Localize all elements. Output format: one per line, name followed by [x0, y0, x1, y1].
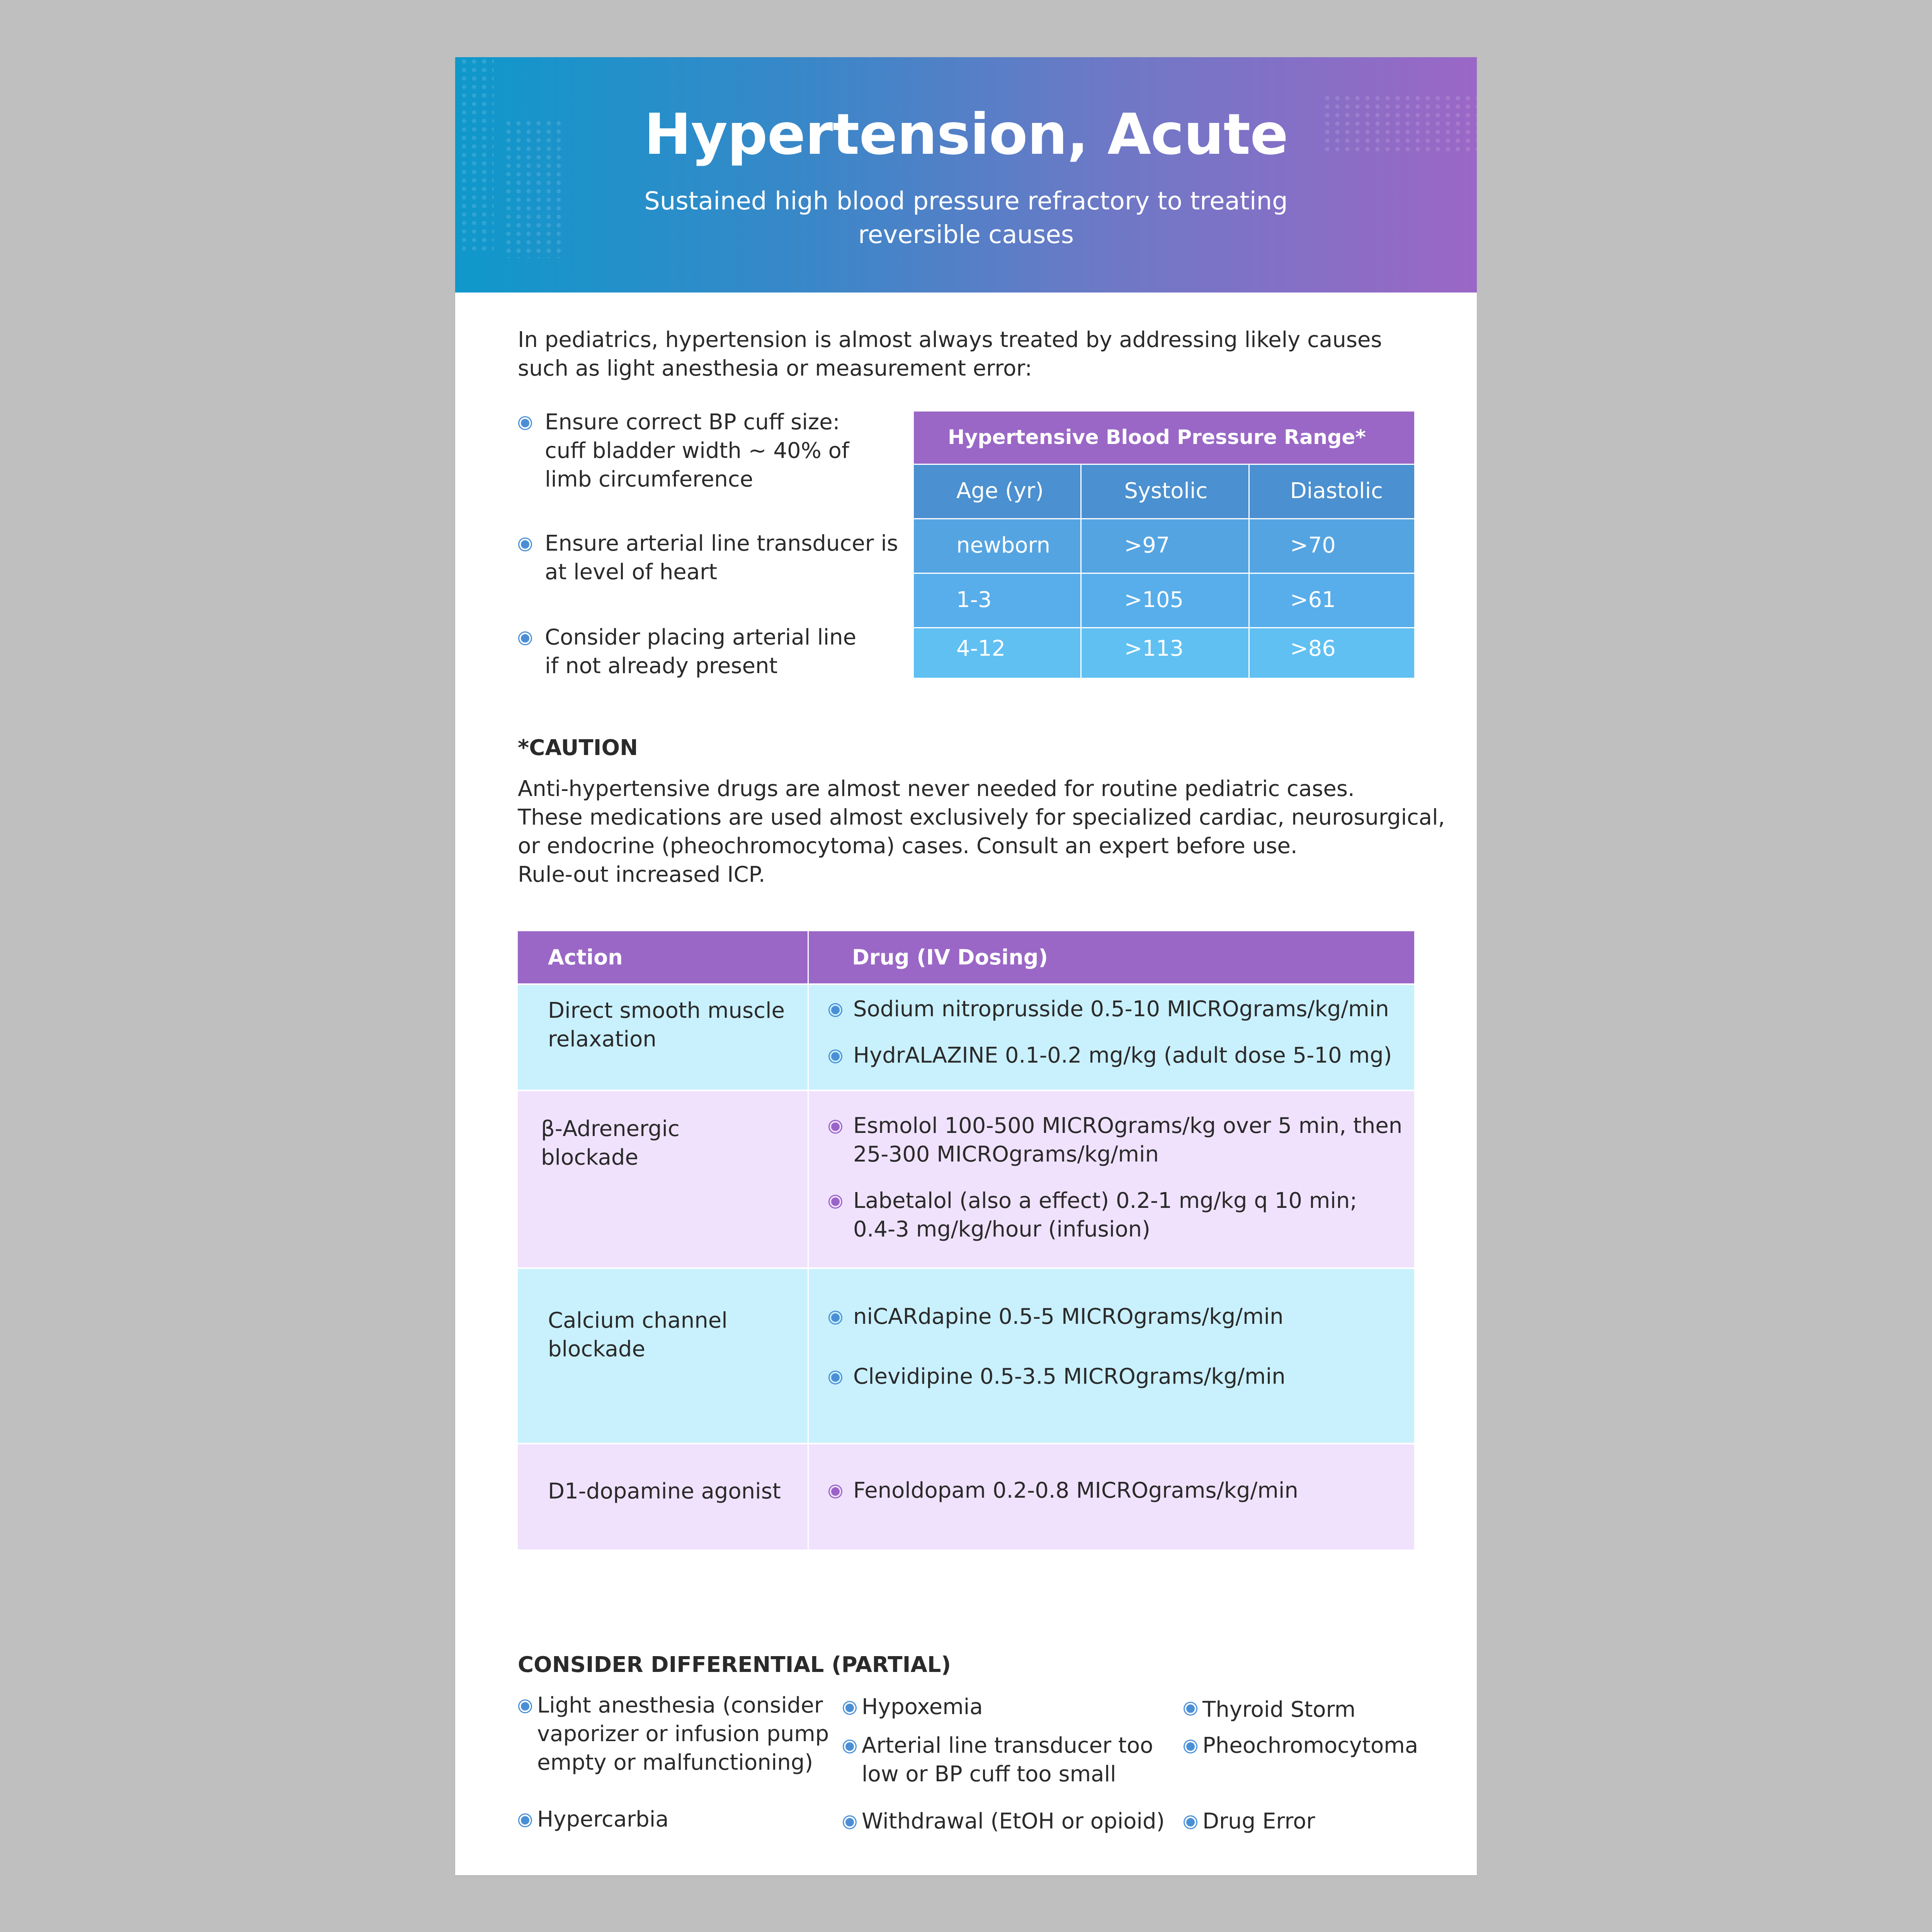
- column-header-diastolic: Diastolic: [1248, 465, 1414, 518]
- drug-cell: [809, 1444, 1414, 1549]
- age-cell: newborn: [956, 533, 1051, 558]
- systolic-cell: >113: [1080, 628, 1248, 678]
- action-cell: [518, 985, 809, 1090]
- check-line: Ensure correct BP cuff size:: [545, 410, 840, 435]
- bullet-icon: [1186, 1818, 1195, 1827]
- bullet-icon: [845, 1704, 854, 1712]
- bp-table-title: Hypertensive Blood Pressure Range*: [914, 412, 1414, 464]
- bullet-icon: [831, 1006, 840, 1014]
- age-cell: 4-12: [956, 636, 1006, 661]
- action-cell: [518, 1091, 809, 1267]
- differential-item: Pheochromocytoma: [1202, 1733, 1418, 1758]
- action-line: blockade: [548, 1337, 645, 1362]
- differential-item: [862, 1731, 1153, 1789]
- bullet-icon: [831, 1313, 840, 1322]
- subtitle-line: reversible causes: [858, 221, 1074, 249]
- caution-text: [518, 775, 1445, 889]
- action-label: [548, 1306, 728, 1364]
- systolic-cell: >97: [1080, 519, 1248, 573]
- intro-text: [518, 326, 1382, 383]
- protocol-page: [455, 57, 1477, 1875]
- table-row: [518, 1090, 1414, 1267]
- bullet-icon: [521, 419, 529, 427]
- bullet-icon: [831, 1197, 840, 1206]
- bullet-icon: [831, 1487, 840, 1496]
- check-item: [545, 408, 849, 494]
- diastolic-cell: >70: [1248, 519, 1414, 573]
- column-header-drug: Drug (IV Dosing): [852, 945, 1048, 969]
- drug-cell: [809, 985, 1414, 1090]
- drug-item: [853, 1187, 1357, 1244]
- column-header-systolic: Systolic: [1080, 465, 1248, 518]
- differential-line: low or BP cuff too small: [862, 1762, 1116, 1787]
- differential-heading: CONSIDER DIFFERENTIAL (PARTIAL): [518, 1652, 951, 1677]
- drug-item: Fenoldopam 0.2-0.8 MICROgrams/kg/min: [853, 1478, 1298, 1503]
- differential-item: [537, 1691, 829, 1777]
- subtitle-line: Sustained high blood pressure refractory to treating: [644, 187, 1288, 216]
- check-line: limb circumference: [545, 467, 753, 492]
- differential-item: Hypoxemia: [862, 1694, 983, 1719]
- drug-cell: [809, 1091, 1414, 1267]
- differential-line: Arterial line transducer too: [862, 1733, 1153, 1758]
- action-label: [548, 997, 785, 1054]
- bullet-icon: [831, 1373, 840, 1382]
- check-line: cuff bladder width ~ 40% of: [545, 438, 849, 463]
- action-line: blockade: [541, 1145, 638, 1170]
- systolic-cell: >105: [1080, 574, 1248, 627]
- caution-line: These medications are used almost exclusively for specialized cardiac, neurosurgical,: [518, 805, 1445, 830]
- differential-line: vaporizer or infusion pump: [537, 1721, 829, 1747]
- bp-range-table: [914, 412, 1414, 678]
- bullet-icon: [521, 1702, 529, 1711]
- bullet-icon: [845, 1742, 854, 1751]
- check-line: Ensure arterial line transducer is: [545, 531, 898, 556]
- check-line: Consider placing arterial line: [545, 625, 857, 650]
- table-row: [914, 573, 1414, 627]
- bullet-icon: [845, 1818, 854, 1827]
- check-item: [545, 529, 898, 587]
- bullet-icon: [831, 1052, 840, 1061]
- action-cell: [518, 1269, 809, 1443]
- differential-item: Drug Error: [1202, 1809, 1315, 1834]
- drug-cell: [809, 1269, 1414, 1443]
- page-title: Hypertension, Acute: [644, 102, 1288, 167]
- table-row: [518, 1443, 1414, 1549]
- differential-line: empty or malfunctioning): [537, 1750, 813, 1775]
- drug-table-header: [518, 931, 1414, 983]
- differential-item: Thyroid Storm: [1202, 1697, 1356, 1722]
- bullet-icon: [521, 1816, 529, 1825]
- drug-item: Clevidipine 0.5-3.5 MICROgrams/kg/min: [853, 1364, 1286, 1389]
- action-cell: [518, 1444, 809, 1549]
- check-line: if not already present: [545, 653, 778, 679]
- bullet-icon: [1186, 1704, 1195, 1713]
- diastolic-cell: >61: [1248, 574, 1414, 627]
- caution-heading: *CAUTION: [518, 735, 638, 760]
- caution-line: Anti-hypertensive drugs are almost never needed for routine pediatric cases.: [518, 776, 1355, 801]
- table-row: [914, 627, 1414, 678]
- drug-line: Esmolol 100-500 MICROgrams/kg over 5 min, then: [853, 1113, 1403, 1138]
- table-row: [914, 518, 1414, 573]
- action-label: D1-dopamine agonist: [548, 1479, 781, 1504]
- bullet-icon: [521, 634, 529, 643]
- action-line: β-Adrenergic: [541, 1116, 680, 1141]
- column-header-action: Action: [518, 931, 809, 983]
- page-header: [455, 57, 1477, 293]
- check-line: at level of heart: [545, 560, 718, 585]
- action-line: relaxation: [548, 1027, 656, 1052]
- intro-line: such as light anesthesia or measurement error:: [518, 356, 1032, 381]
- diastolic-cell: >86: [1248, 628, 1414, 678]
- drug-dosing-table: [518, 931, 1414, 1549]
- action-line: Direct smooth muscle: [548, 998, 785, 1023]
- drug-line: 0.4-3 mg/kg/hour (infusion): [853, 1217, 1151, 1242]
- page-subtitle: [455, 185, 1477, 252]
- differential-item: Withdrawal (EtOH or opioid): [862, 1809, 1165, 1834]
- drug-item: [853, 1112, 1402, 1169]
- drug-line: Labetalol (also a effect) 0.2-1 mg/kg q 10 min;: [853, 1188, 1357, 1213]
- check-item: [545, 623, 856, 680]
- column-header-age: Age (yr): [956, 478, 1044, 503]
- bullet-icon: [521, 540, 529, 549]
- age-cell: 1-3: [956, 587, 992, 612]
- intro-line: In pediatrics, hypertension is almost always treated by addressing likely causes: [518, 327, 1382, 352]
- bullet-icon: [1186, 1742, 1195, 1751]
- differential-item: Hypercarbia: [537, 1807, 669, 1832]
- drug-item: niCARdapine 0.5-5 MICROgrams/kg/min: [853, 1304, 1284, 1329]
- bp-table-header-row: [914, 464, 1414, 518]
- action-line: Calcium channel: [548, 1308, 728, 1333]
- caution-line: or endocrine (pheochromocytoma) cases. Consult an expert before use.: [518, 833, 1298, 859]
- drug-item: Sodium nitroprusside 0.5-10 MICROgrams/kg/min: [853, 997, 1389, 1022]
- bullet-icon: [831, 1122, 840, 1131]
- caution-line: Rule-out increased ICP.: [518, 862, 765, 887]
- drug-line: 25-300 MICROgrams/kg/min: [853, 1142, 1159, 1167]
- differential-line: Light anesthesia (consider: [537, 1693, 823, 1718]
- table-row: [518, 983, 1414, 1090]
- action-label: [541, 1115, 680, 1172]
- table-row: [518, 1267, 1414, 1443]
- drug-item: HydrALAZINE 0.1-0.2 mg/kg (adult dose 5-10 mg): [853, 1043, 1392, 1068]
